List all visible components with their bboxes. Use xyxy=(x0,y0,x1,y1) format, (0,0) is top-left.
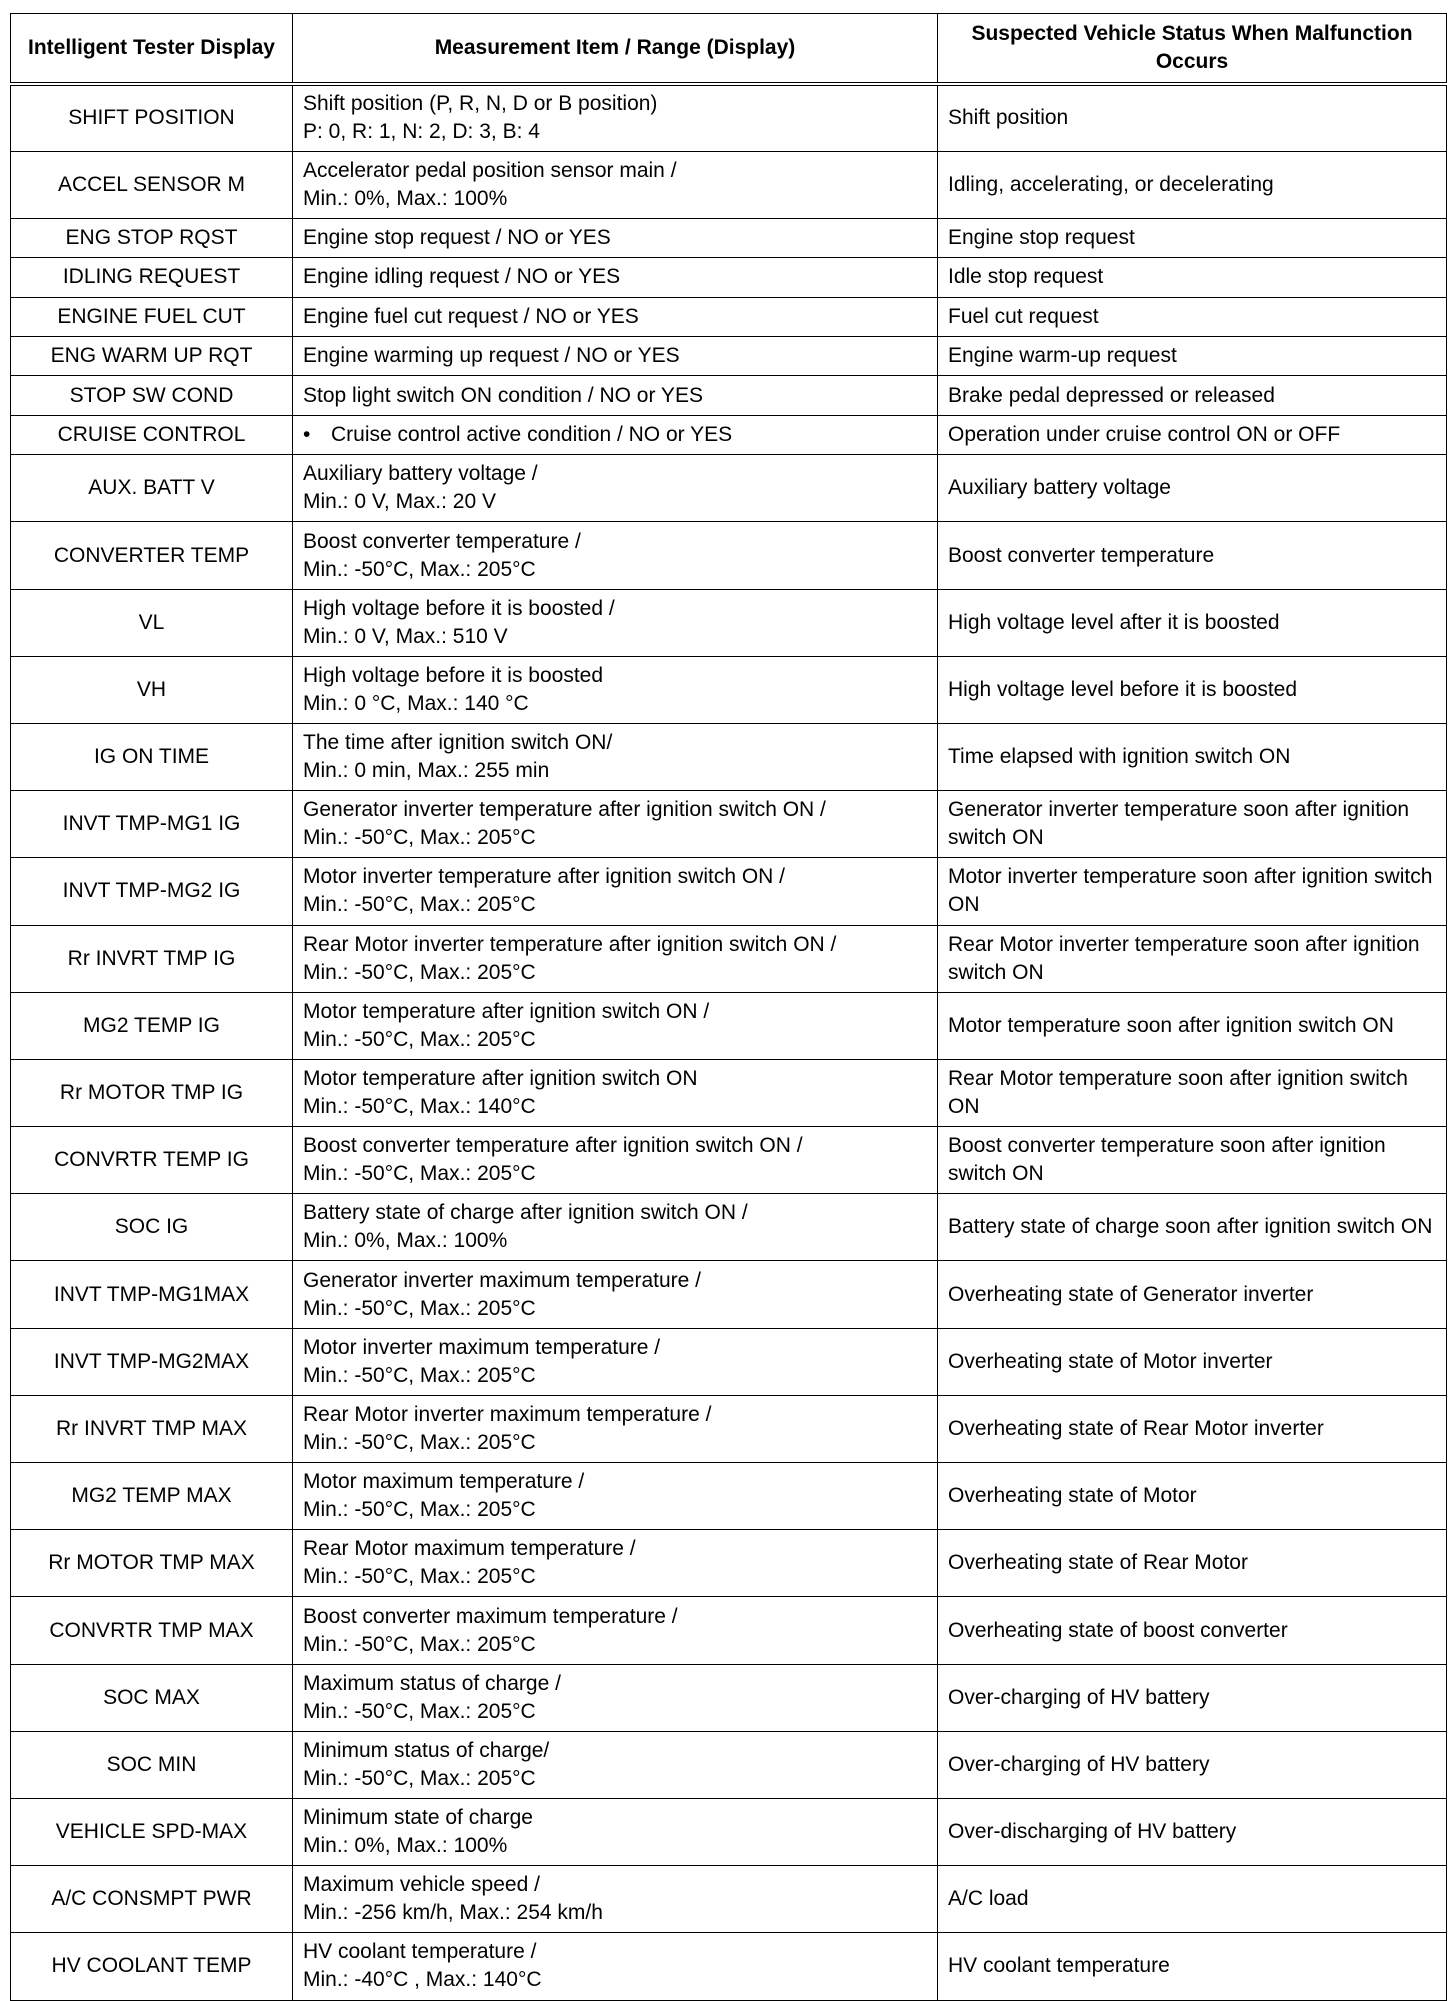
measurement-range-text: Min.: -50°C, Max.: 205°C xyxy=(303,1430,536,1454)
display-item-cell: CONVERTER TEMP xyxy=(11,522,293,589)
suspected-status-cell: Idling, accelerating, or decelerating xyxy=(938,151,1447,218)
measurement-item-label: Auxiliary battery voltage / xyxy=(303,462,538,486)
measurement-range-text: Min.: -50°C, Max.: 205°C xyxy=(303,1699,536,1723)
measurement-item-text xyxy=(303,303,927,331)
display-item-cell: INVT TMP-MG2MAX xyxy=(11,1328,293,1395)
measurement-item-text xyxy=(303,460,927,488)
measurement-range-text: Min.: -50°C, Max.: 205°C xyxy=(303,1632,536,1656)
display-item-cell: MG2 TEMP IG xyxy=(11,992,293,1059)
suspected-status-cell: Rear Motor temperature soon after ignition switch ON xyxy=(938,1059,1447,1126)
header-row xyxy=(11,14,1447,85)
measurement-item-label: Cruise control active condition / NO or YES xyxy=(331,423,733,447)
table-row xyxy=(11,151,1447,218)
measurement-range-cell xyxy=(293,522,938,589)
measurement-item-label: Accelerator pedal position sensor main / xyxy=(303,158,677,182)
display-item-cell: ACCEL SENSOR M xyxy=(11,151,293,218)
measurement-range-text: Min.: 0%, Max.: 100% xyxy=(303,186,508,210)
measurement-item-label: Battery state of charge after ignition switch ON / xyxy=(303,1201,748,1225)
measurement-item-label: High voltage before it is boosted / xyxy=(303,596,615,620)
table-row xyxy=(11,84,1447,151)
display-item-cell: ENG STOP RQST xyxy=(11,218,293,257)
measurement-range-cell xyxy=(293,723,938,790)
measurement-range-cell xyxy=(293,455,938,522)
measurement-range-cell xyxy=(293,925,938,992)
bullet-glyph: • xyxy=(303,423,311,447)
measurement-item-text xyxy=(303,1535,927,1563)
table-body xyxy=(11,84,1447,2000)
measurement-range-text: Min.: -50°C, Max.: 205°C xyxy=(303,1363,536,1387)
measurement-range-cell xyxy=(293,1328,938,1395)
suspected-status-cell: Idle stop request xyxy=(938,258,1447,297)
measurement-item-label: Boost converter temperature / xyxy=(303,529,581,553)
suspected-status-cell: Auxiliary battery voltage xyxy=(938,455,1447,522)
table-row xyxy=(11,1731,1447,1798)
measurement-item-label: Motor inverter maximum temperature / xyxy=(303,1335,661,1359)
measurement-item-label: HV coolant temperature / xyxy=(303,1940,537,1964)
display-item-cell: IDLING REQUEST xyxy=(11,258,293,297)
table-row xyxy=(11,1866,1447,1933)
measurement-range-cell xyxy=(293,258,938,297)
display-item-cell: SOC MIN xyxy=(11,1731,293,1798)
display-item-cell: ENGINE FUEL CUT xyxy=(11,297,293,336)
display-item-cell: VH xyxy=(11,656,293,723)
measurement-range-cell xyxy=(293,1866,938,1933)
measurement-item-text xyxy=(303,1737,927,1765)
measurement-item-text xyxy=(303,263,927,291)
table-row xyxy=(11,1127,1447,1194)
measurement-item-label: The time after ignition switch ON/ xyxy=(303,731,613,755)
table-row xyxy=(11,589,1447,656)
suspected-status-cell: Rear Motor inverter temperature soon after ignition switch ON xyxy=(938,925,1447,992)
suspected-status-cell: Overheating state of Generator inverter xyxy=(938,1261,1447,1328)
measurement-range-cell xyxy=(293,415,938,454)
measurement-range-text: Min.: 0 V, Max.: 510 V xyxy=(303,624,508,648)
measurement-range-text: Min.: -50°C, Max.: 205°C xyxy=(303,1766,536,1790)
measurement-range-text: Min.: 0%, Max.: 100% xyxy=(303,1229,508,1253)
measurement-item-text xyxy=(303,729,927,757)
measurement-item-label: Engine fuel cut request / NO or YES xyxy=(303,304,639,328)
measurement-range-text: Min.: -50°C, Max.: 205°C xyxy=(303,826,536,850)
data-list-table-container xyxy=(10,13,1446,2001)
measurement-item-label: Rear Motor inverter maximum temperature / xyxy=(303,1402,712,1426)
measurement-item-label: Motor temperature after ignition switch ON / xyxy=(303,999,710,1023)
measurement-range-cell xyxy=(293,337,938,376)
measurement-item-label: Rear Motor maximum temperature / xyxy=(303,1537,636,1561)
measurement-item-label: Engine stop request / NO or YES xyxy=(303,226,611,250)
measurement-item-text xyxy=(303,1267,927,1295)
suspected-status-cell: Engine stop request xyxy=(938,218,1447,257)
measurement-range-cell xyxy=(293,1194,938,1261)
display-item-cell: VEHICLE SPD-MAX xyxy=(11,1798,293,1865)
measurement-item-text xyxy=(303,931,927,959)
table-row xyxy=(11,723,1447,790)
measurement-item-text xyxy=(303,157,927,185)
measurement-range-cell xyxy=(293,858,938,925)
display-item-cell: Rr INVRT TMP MAX xyxy=(11,1395,293,1462)
display-item-cell: Rr INVRT TMP IG xyxy=(11,925,293,992)
measurement-item-label: Generator inverter temperature after ignition switch ON / xyxy=(303,798,826,822)
measurement-item-label: Motor temperature after ignition switch ON xyxy=(303,1067,698,1090)
measurement-item-label: Shift position (P, R, N, D or B position) xyxy=(303,92,658,116)
table-row xyxy=(11,925,1447,992)
measurement-range-cell xyxy=(293,218,938,257)
measurement-range-text: Min.: -50°C, Max.: 205°C xyxy=(303,1027,536,1051)
measurement-range-text: Min.: 0 °C, Max.: 140 °C xyxy=(303,691,529,715)
measurement-item-text xyxy=(303,1334,927,1362)
measurement-range-text: Min.: -50°C, Max.: 205°C xyxy=(303,960,536,984)
suspected-status-cell: Overheating state of Rear Motor inverter xyxy=(938,1395,1447,1462)
measurement-range-cell xyxy=(293,297,938,336)
display-item-cell: STOP SW COND xyxy=(11,376,293,415)
measurement-range-text: Min.: -50°C, Max.: 205°C xyxy=(303,1162,536,1186)
measurement-item-label: Engine idling request / NO or YES xyxy=(303,265,621,289)
measurement-range-cell xyxy=(293,84,938,151)
measurement-item-text xyxy=(303,1401,927,1429)
measurement-item-text xyxy=(303,1804,927,1832)
suspected-status-cell: Battery state of charge soon after ignition switch ON xyxy=(938,1194,1447,1261)
display-item-cell: SOC MAX xyxy=(11,1664,293,1731)
measurement-item-text xyxy=(303,1468,927,1496)
display-item-cell: INVT TMP-MG1MAX xyxy=(11,1261,293,1328)
suspected-status-cell: Time elapsed with ignition switch ON xyxy=(938,723,1447,790)
display-item-cell: AUX. BATT V xyxy=(11,455,293,522)
measurement-range-text: P: 0, R: 1, N: 2, D: 3, B: 4 xyxy=(303,120,540,144)
table-row xyxy=(11,1664,1447,1731)
display-item-cell: CONVRTR TMP MAX xyxy=(11,1597,293,1664)
measurement-range-text: Min.: 0 V, Max.: 20 V xyxy=(303,490,496,514)
display-item-cell: ENG WARM UP RQT xyxy=(11,337,293,376)
measurement-item-text xyxy=(303,1938,927,1966)
measurement-range-text: Min.: -50°C, Max.: 205°C xyxy=(303,557,536,581)
table-row xyxy=(11,1798,1447,1865)
measurement-item-label: Minimum state of charge xyxy=(303,1806,533,1830)
table-header xyxy=(11,14,1447,85)
suspected-status-cell: Over-charging of HV battery xyxy=(938,1664,1447,1731)
table-row xyxy=(11,656,1447,723)
table-row xyxy=(11,297,1447,336)
display-item-cell: INVT TMP-MG2 IG xyxy=(11,858,293,925)
measurement-item-text xyxy=(303,998,927,1026)
measurement-range-text: Min.: -50°C, Max.: 205°C xyxy=(303,1498,536,1522)
measurement-range-cell xyxy=(293,151,938,218)
suspected-status-cell: Overheating state of boost converter xyxy=(938,1597,1447,1664)
display-item-cell: CRUISE CONTROL xyxy=(11,415,293,454)
display-item-cell: SHIFT POSITION xyxy=(11,84,293,151)
display-item-cell: INVT TMP-MG1 IG xyxy=(11,791,293,858)
measurement-range-cell xyxy=(293,1933,938,2000)
measurement-item-label: Engine warming up request / NO or YES xyxy=(303,344,680,368)
table-row xyxy=(11,522,1447,589)
measurement-range-cell xyxy=(293,992,938,1059)
table-row xyxy=(11,1328,1447,1395)
suspected-status-cell: Overheating state of Motor xyxy=(938,1463,1447,1530)
measurement-range-cell xyxy=(293,1463,938,1530)
measurement-range-text: Min.: 0%, Max.: 100% xyxy=(303,1834,508,1858)
table-row xyxy=(11,1059,1447,1126)
suspected-status-cell: Motor temperature soon after ignition switch ON xyxy=(938,992,1447,1059)
table-row xyxy=(11,1194,1447,1261)
measurement-item-text xyxy=(303,1065,927,1093)
suspected-status-cell: Over-discharging of HV battery xyxy=(938,1798,1447,1865)
measurement-item-text xyxy=(303,595,927,623)
measurement-range-cell xyxy=(293,656,938,723)
table-row xyxy=(11,258,1447,297)
suspected-status-cell: Generator inverter temperature soon after ignition switch ON xyxy=(938,791,1447,858)
header-measurement: Measurement Item / Range (Display) xyxy=(293,14,938,85)
measurement-range-cell xyxy=(293,1530,938,1597)
measurement-range-text: Min.: -50°C, Max.: 205°C xyxy=(303,893,536,917)
measurement-item-text xyxy=(303,863,927,891)
suspected-status-cell: A/C load xyxy=(938,1866,1447,1933)
display-item-cell: VL xyxy=(11,589,293,656)
display-item-cell: A/C CONSMPT PWR xyxy=(11,1866,293,1933)
display-item-cell: SOC IG xyxy=(11,1194,293,1261)
measurement-item-text xyxy=(303,90,927,118)
measurement-range-cell xyxy=(293,1798,938,1865)
table-row xyxy=(11,1261,1447,1328)
measurement-range-cell xyxy=(293,1261,938,1328)
table-row xyxy=(11,791,1447,858)
suspected-status-cell: High voltage level after it is boosted xyxy=(938,589,1447,656)
measurement-range-cell xyxy=(293,1664,938,1731)
measurement-item-label: High voltage before it is boosted xyxy=(303,663,604,687)
display-item-cell: MG2 TEMP MAX xyxy=(11,1463,293,1530)
table-row xyxy=(11,376,1447,415)
data-list-table xyxy=(10,13,1447,2001)
measurement-item-text xyxy=(303,224,927,252)
measurement-item-label: Maximum vehicle speed / xyxy=(303,1873,540,1897)
measurement-item-label: Motor inverter temperature after ignition switch ON / xyxy=(303,865,786,889)
measurement-item-text xyxy=(303,1132,927,1160)
measurement-item-label: Rear Motor inverter temperature after ignition switch ON / xyxy=(303,932,837,956)
suspected-status-cell: Overheating state of Motor inverter xyxy=(938,1328,1447,1395)
suspected-status-cell: Fuel cut request xyxy=(938,297,1447,336)
measurement-item-text xyxy=(303,342,927,370)
table-row xyxy=(11,992,1447,1059)
suspected-status-cell: Overheating state of Rear Motor xyxy=(938,1530,1447,1597)
measurement-item-text xyxy=(303,1670,927,1698)
suspected-status-cell: Motor inverter temperature soon after ignition switch ON xyxy=(938,858,1447,925)
suspected-status-cell: Boost converter temperature soon after ignition switch ON xyxy=(938,1127,1447,1194)
display-item-cell: CONVRTR TEMP IG xyxy=(11,1127,293,1194)
measurement-range-cell xyxy=(293,1731,938,1798)
table-row xyxy=(11,1597,1447,1664)
measurement-range-text: Min.: -50°C, Max.: 205°C xyxy=(303,1565,536,1589)
measurement-item-text xyxy=(303,1603,927,1631)
display-item-cell: HV COOLANT TEMP xyxy=(11,1933,293,2000)
display-item-cell: Rr MOTOR TMP MAX xyxy=(11,1530,293,1597)
measurement-range-text: Min.: -50°C, Max.: 140°C xyxy=(303,1095,536,1118)
measurement-item-label: Boost converter temperature after ignition switch ON / xyxy=(303,1134,803,1158)
header-status: Suspected Vehicle Status When Malfunction Occurs xyxy=(938,14,1447,85)
measurement-range-cell xyxy=(293,1127,938,1194)
table-row xyxy=(11,455,1447,522)
measurement-range-cell xyxy=(293,1059,938,1126)
measurement-item-label: Minimum status of charge/ xyxy=(303,1738,550,1762)
table-row xyxy=(11,337,1447,376)
measurement-range-text: Min.: -40°C , Max.: 140°C xyxy=(303,1968,542,1992)
measurement-item-label: Boost converter maximum temperature / xyxy=(303,1604,678,1628)
measurement-range-cell xyxy=(293,376,938,415)
table-row xyxy=(11,218,1447,257)
measurement-range-text: Min.: 0 min, Max.: 255 min xyxy=(303,759,550,783)
table-row xyxy=(11,1530,1447,1597)
table-row xyxy=(11,1933,1447,2000)
measurement-item-text xyxy=(303,528,927,556)
measurement-range-text: Min.: -256 km/h, Max.: 254 km/h xyxy=(303,1901,603,1925)
header-display: Intelligent Tester Display xyxy=(11,14,293,85)
table-row xyxy=(11,1463,1447,1530)
measurement-range-text: Min.: -50°C, Max.: 205°C xyxy=(303,1296,536,1320)
measurement-item-label: Motor maximum temperature / xyxy=(303,1470,585,1494)
suspected-status-cell: Engine warm-up request xyxy=(938,337,1447,376)
measurement-item-text xyxy=(303,1871,927,1899)
measurement-item-label: Stop light switch ON condition / NO or YES xyxy=(303,383,703,407)
suspected-status-cell: HV coolant temperature xyxy=(938,1933,1447,2000)
measurement-item-label: Maximum status of charge / xyxy=(303,1671,561,1695)
measurement-item-text xyxy=(303,421,927,449)
table-row xyxy=(11,1395,1447,1462)
measurement-range-cell xyxy=(293,1395,938,1462)
measurement-range-cell xyxy=(293,791,938,858)
suspected-status-cell: Operation under cruise control ON or OFF xyxy=(938,415,1447,454)
measurement-item-text xyxy=(303,662,927,690)
suspected-status-cell: Boost converter temperature xyxy=(938,522,1447,589)
measurement-range-cell xyxy=(293,589,938,656)
measurement-item-text xyxy=(303,796,927,824)
measurement-item-text xyxy=(303,382,927,410)
display-item-cell: Rr MOTOR TMP IG xyxy=(11,1059,293,1126)
table-row xyxy=(11,858,1447,925)
display-item-cell: IG ON TIME xyxy=(11,723,293,790)
measurement-item-label: Generator inverter maximum temperature / xyxy=(303,1268,701,1292)
suspected-status-cell: Over-charging of HV battery xyxy=(938,1731,1447,1798)
table-row xyxy=(11,415,1447,454)
suspected-status-cell: High voltage level before it is boosted xyxy=(938,656,1447,723)
measurement-item-text xyxy=(303,1199,927,1227)
suspected-status-cell: Brake pedal depressed or released xyxy=(938,376,1447,415)
suspected-status-cell: Shift position xyxy=(938,84,1447,151)
measurement-range-cell xyxy=(293,1597,938,1664)
